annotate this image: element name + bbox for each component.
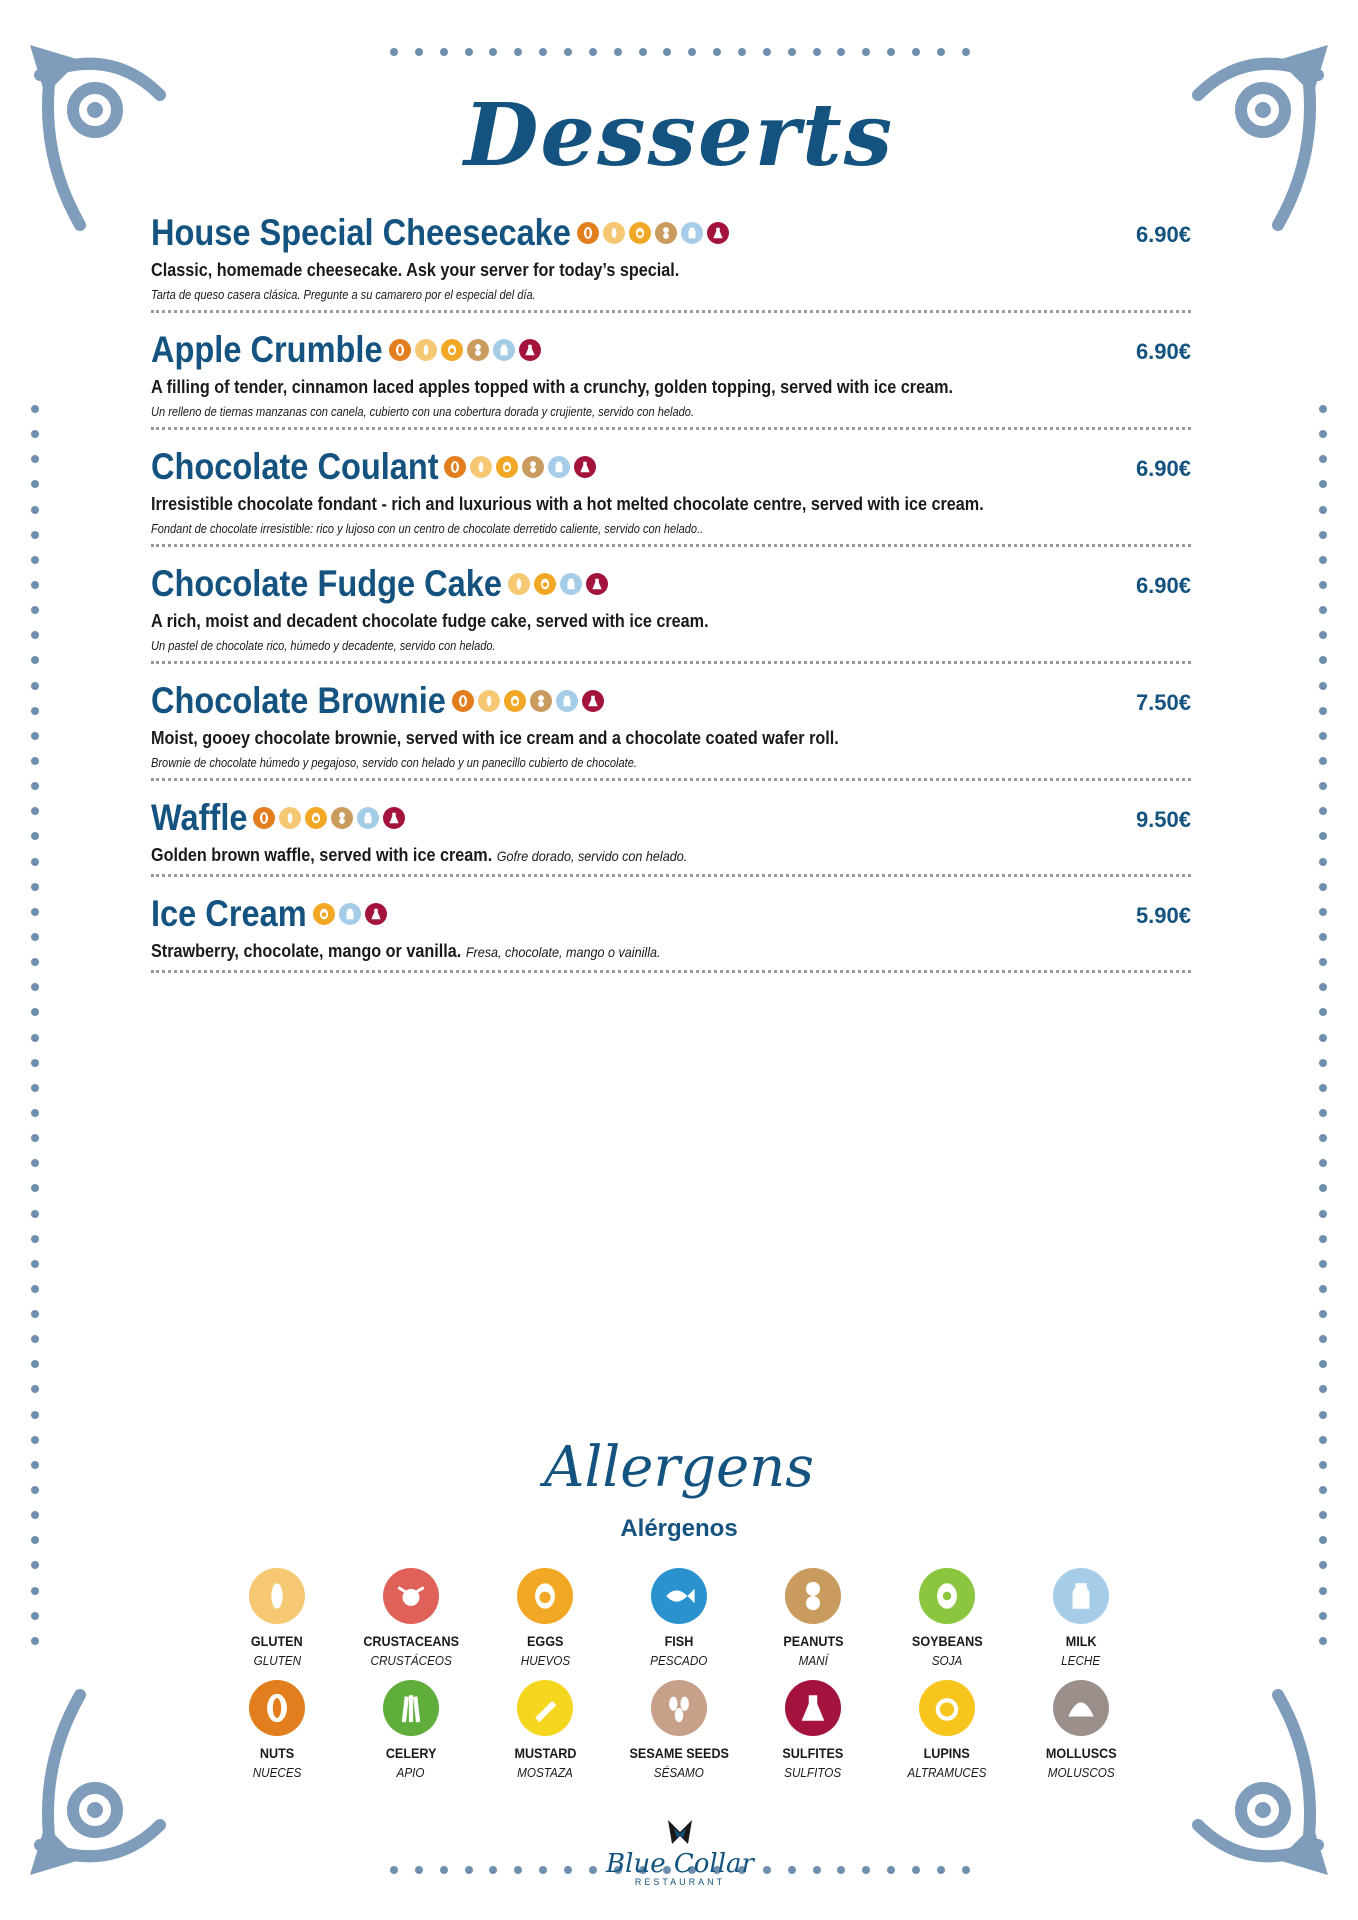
frame-dot [912,48,920,56]
item-price: 9.50€ [1135,807,1191,832]
frame-dot [31,405,39,413]
frame-dot [1319,606,1327,614]
frame-dot [415,48,423,56]
nuts-icon [452,690,474,712]
frame-dot [937,1866,945,1874]
frame-dot [31,531,39,539]
molluscs-icon [1053,1680,1109,1736]
frame-dot [738,48,746,56]
frame-dot [31,807,39,815]
frame-dot [31,606,39,614]
menu-item [151,795,1191,877]
legend-label-es: NUECES [252,1765,302,1780]
legend-label-es: ALTRAMUCES [907,1765,987,1780]
legend-label-en: EGGS [526,1633,564,1649]
peanuts-icon [522,456,544,478]
frame-dot [31,908,39,916]
frame-dot [1319,1360,1327,1368]
gluten-icon [279,807,301,829]
frame-dot [31,1561,39,1569]
frame-dot [862,1866,870,1874]
nuts-icon [444,456,466,478]
frame-dot [31,933,39,941]
item-description [151,845,1087,866]
frame-dot [31,1587,39,1595]
milk-icon [548,456,570,478]
frame-dot [713,48,721,56]
frame-dot [465,1866,473,1874]
frame-dot [390,1866,398,1874]
frame-dot [31,1235,39,1243]
legend-label-es: CRUSTÁCEOS [370,1653,452,1668]
nuts-icon [577,222,599,244]
frame-dot [514,1866,522,1874]
page-title: Desserts [463,85,895,186]
frame-dot [31,506,39,514]
frame-dot [31,1008,39,1016]
frame-dot [1319,531,1327,539]
item-name: Chocolate Brownie [151,680,446,721]
frame-dot [1319,807,1327,815]
item-name: Apple Crumble [151,329,383,370]
sulfites-icon [383,807,405,829]
frame-dot [31,682,39,690]
item-description-en: Golden brown waffle, served with ice cream. [151,845,493,865]
frame-dot [31,1612,39,1620]
legend-label-es: APIO [397,1765,425,1780]
allergens-title: Allergens [544,1435,814,1500]
frame-dot [1319,958,1327,966]
frame-dot [1319,1637,1327,1645]
item-allergens [313,903,387,925]
legend-label-en: PEANUTS [782,1633,844,1649]
bottom-right-ornament-icon [1168,1665,1338,1885]
frame-dot [1319,782,1327,790]
frame-dot [390,48,398,56]
frame-dot [1319,883,1327,891]
frame-dot [31,707,39,715]
frame-dot [788,1866,796,1874]
frame-dot [887,1866,895,1874]
sulfites-icon [574,456,596,478]
gluten-icon [249,1568,305,1624]
eggs-icon [305,807,327,829]
legend-label-en: MOLLUSCS [1045,1745,1117,1761]
frame-dot [1319,1008,1327,1016]
frame-dot [539,48,547,56]
legend-label-es: GLUTEN [253,1653,301,1668]
bottom-left-ornament-icon [20,1665,190,1885]
frame-dot [763,48,771,56]
eggs-icon [504,690,526,712]
frame-dot [589,48,597,56]
legend-label-es: SÉSAMO [653,1765,705,1780]
legend-label-es: MOLUSCOS [1047,1765,1115,1780]
frame-dot [31,757,39,765]
frame-dot [1319,1335,1327,1343]
eggs-icon [534,573,556,595]
item-description-en: A filling of tender, cinnamon laced apples topped with a crunchy, golden topping, served with ice cream. [151,377,954,397]
sulfites-icon [785,1680,841,1736]
item-description-en: A rich, moist and decadent chocolate fudge cake, served with ice cream. [151,611,709,631]
legend-item-fish [612,1568,746,1668]
frame-dot [1319,1310,1327,1318]
peanuts-icon [467,339,489,361]
gluten-icon [603,222,625,244]
frame-dot [440,48,448,56]
frame-dot [688,48,696,56]
legend-item-nuts [210,1680,344,1780]
frame-dot [1319,1084,1327,1092]
milk-icon [556,690,578,712]
frame-dot [1319,1235,1327,1243]
legend-label-en: LUPINS [923,1745,971,1761]
frame-dot [1319,1612,1327,1620]
frame-dot [788,48,796,56]
sulfites-icon [586,573,608,595]
menu-item [151,891,1191,973]
frame-dot [639,48,647,56]
frame-dot [31,1385,39,1393]
frame-dot [31,480,39,488]
mustard-icon [517,1680,573,1736]
legend-label-es: MANÍ [798,1653,828,1668]
dessert-menu [151,210,1191,987]
frame-dot [31,1411,39,1419]
frame-dot [31,1335,39,1343]
legend-item-lupins [880,1680,1014,1780]
frame-dot [1319,581,1327,589]
fish-icon [651,1568,707,1624]
frame-dot [489,48,497,56]
frame-dot [1319,1210,1327,1218]
frame-dot [1319,1260,1327,1268]
item-description-en: Moist, gooey chocolate brownie, served with ice cream and a chocolate coated wafer roll. [151,728,839,748]
gluten-icon [470,456,492,478]
legend-label-es: MOSTAZA [517,1765,573,1780]
soybeans-icon [919,1568,975,1624]
frame-dot [837,48,845,56]
item-description-es: Gofre dorado, servido con helado. [496,848,688,864]
frame-dot [31,958,39,966]
item-name: Ice Cream [151,893,307,934]
frame-dot [1319,455,1327,463]
celery-icon [383,1680,439,1736]
legend-label-en: SULFITES [782,1745,844,1761]
frame-dot [415,1866,423,1874]
frame-dot [31,631,39,639]
legend-item-molluscs [1014,1680,1148,1780]
frame-dot [1319,757,1327,765]
sulfites-icon [365,903,387,925]
nuts-icon [249,1680,305,1736]
crustaceans-icon [383,1568,439,1624]
legend-label-en: NUTS [259,1745,295,1761]
item-price: 6.90€ [1135,339,1191,364]
frame-dot [31,1084,39,1092]
frame-dot [1319,1109,1327,1117]
frame-dot [1319,933,1327,941]
frame-dot [31,1210,39,1218]
allergens-subtitle: Alérgenos [620,1515,738,1542]
menu-item [151,210,1191,313]
logo-subtitle: RESTAURANT [634,1877,726,1887]
frame-dot [962,48,970,56]
frame-dot [1319,656,1327,664]
frame-dot [539,1866,547,1874]
menu-item [151,327,1191,430]
legend-item-soybeans [880,1568,1014,1668]
frame-dot [1319,1285,1327,1293]
milk-icon [357,807,379,829]
frame-dot [31,1034,39,1042]
peanuts-icon [785,1568,841,1624]
eggs-icon [313,903,335,925]
peanuts-icon [331,807,353,829]
item-price: 7.50€ [1135,690,1191,715]
milk-icon [681,222,703,244]
milk-icon [493,339,515,361]
frame-dot [31,656,39,664]
item-name: Chocolate Fudge Cake [151,563,502,604]
frame-dot [31,1059,39,1067]
item-description-es: Un pastel de chocolate rico, húmedo y decadente, servido con helado. [151,638,496,653]
allergen-legend [210,1568,1150,1780]
frame-dot [31,430,39,438]
frame-dot [31,1637,39,1645]
frame-dot [31,581,39,589]
frame-dot [614,48,622,56]
gluten-icon [508,573,530,595]
frame-dot [1319,1587,1327,1595]
legend-label-en: SOYBEANS [911,1633,983,1649]
logo-name: Blue Collar [606,1849,754,1879]
item-description-en: Strawberry, chocolate, mango or vanilla. [151,941,462,961]
item-allergens [444,456,596,478]
frame-dot [31,1184,39,1192]
frame-dot [1319,732,1327,740]
frame-dot [564,1866,572,1874]
item-price: 6.90€ [1135,573,1191,598]
frame-dot [1319,1411,1327,1419]
item-price: 6.90€ [1135,222,1191,247]
legend-label-en: SESAME SEEDS [629,1745,729,1761]
top-dots [390,48,970,58]
item-allergens [253,807,405,829]
legend-label-es: SULFITOS [784,1765,842,1780]
frame-dot [1319,506,1327,514]
lupins-icon [919,1680,975,1736]
menu-item [151,678,1191,781]
frame-dot [1319,1159,1327,1167]
legend-item-milk [1014,1568,1148,1668]
milk-icon [1053,1568,1109,1624]
frame-dot [1319,556,1327,564]
frame-dot [31,782,39,790]
peanuts-icon [530,690,552,712]
item-description-es: Tarta de queso casera clásica. Pregunte a su camarero por el especial del día. [151,287,536,302]
eggs-icon [517,1568,573,1624]
frame-dot [31,1134,39,1142]
frame-dot [31,883,39,891]
frame-dot [837,1866,845,1874]
frame-dot [31,983,39,991]
item-allergens [389,339,541,361]
item-description-en: Classic, homemade cheesecake. Ask your server for today’s special. [151,260,680,280]
frame-dot [1319,707,1327,715]
eggs-icon [496,456,518,478]
legend-label-en: GLUTEN [251,1633,303,1649]
frame-dot [1319,1184,1327,1192]
frame-dot [1319,908,1327,916]
legend-item-celery [344,1680,478,1780]
legend-item-peanuts [746,1568,880,1668]
frame-dot [465,48,473,56]
item-allergens [508,573,608,595]
frame-dot [912,1866,920,1874]
legend-label-en: CRUSTACEANS [363,1633,459,1649]
frame-dot [937,48,945,56]
item-name: Waffle [151,797,248,838]
eggs-icon [629,222,651,244]
frame-dot [31,732,39,740]
menu-item [151,444,1191,547]
item-price: 6.90€ [1135,456,1191,481]
menu-item [151,561,1191,664]
frame-dot [887,48,895,56]
nuts-icon [253,807,275,829]
frame-dot [813,48,821,56]
frame-dot [1319,1059,1327,1067]
frame-dot [31,1285,39,1293]
milk-icon [339,903,361,925]
frame-dot [564,48,572,56]
frame-dot [31,556,39,564]
legend-label-en: MUSTARD [513,1745,577,1761]
legend-label-es: HUEVOS [520,1653,570,1668]
item-allergens [452,690,604,712]
gluten-icon [415,339,437,361]
frame-dot [1319,832,1327,840]
item-description [151,941,1087,962]
frame-dot [1319,631,1327,639]
frame-dot [1319,1561,1327,1569]
legend-item-crustaceans [344,1568,478,1668]
frame-dot [31,1360,39,1368]
frame-dot [31,858,39,866]
restaurant-logo [580,1818,780,1887]
frame-dot [1319,1134,1327,1142]
frame-dot [1319,480,1327,488]
legend-item-sulfites [746,1680,880,1780]
nuts-icon [389,339,411,361]
legend-label-en: MILK [1065,1633,1097,1649]
frame-dot [31,455,39,463]
frame-dot [962,1866,970,1874]
legend-label-es: SOJA [931,1653,963,1668]
frame-dot [31,832,39,840]
item-name: House Special Cheesecake [151,212,571,253]
frame-dot [1319,405,1327,413]
legend-item-mustard [478,1680,612,1780]
frame-dot [489,1866,497,1874]
item-description-es: Fresa, chocolate, mango o vainilla. [465,944,661,960]
frame-dot [440,1866,448,1874]
legend-label-en: FISH [664,1633,694,1649]
item-name: Chocolate Coulant [151,446,439,487]
item-description-es: Un relleno de tiernas manzanas con canela, cubierto con una cobertura dorada y crujiente, servido con helado. [151,404,695,419]
frame-dot [1319,682,1327,690]
sulfites-icon [519,339,541,361]
frame-dot [813,1866,821,1874]
frame-dot [31,1159,39,1167]
frame-dot [862,48,870,56]
sulfites-icon [707,222,729,244]
item-description-en: Irresistible chocolate fondant - rich and luxurious with a hot melted chocolate centre, served with ice cream. [151,494,984,514]
item-description-es: Fondant de chocolate irresistible: rico y lujoso con un centro de chocolate derretido caliente, servido con helado.. [151,521,704,536]
legend-label-en: CELERY [385,1745,437,1761]
item-description-es: Brownie de chocolate húmedo y pegajoso, servido con helado y un panecillo cubierto de chocolate. [151,755,637,770]
eggs-icon [441,339,463,361]
frame-dot [1319,983,1327,991]
legend-label-es: LECHE [1061,1653,1101,1668]
legend-label-es: PESCADO [650,1653,708,1668]
frame-dot [31,1260,39,1268]
peanuts-icon [655,222,677,244]
frame-dot [1319,1385,1327,1393]
sulfites-icon [582,690,604,712]
legend-item-eggs [478,1568,612,1668]
gluten-icon [478,690,500,712]
legend-item-gluten [210,1568,344,1668]
frame-dot [1319,1034,1327,1042]
legend-item-sesame [612,1680,746,1780]
sesame-icon [651,1680,707,1736]
frame-dot [663,48,671,56]
item-price: 5.90€ [1135,903,1191,928]
bowtie-icon [660,1818,700,1846]
frame-dot [31,1310,39,1318]
item-allergens [577,222,729,244]
frame-dot [31,1109,39,1117]
frame-dot [514,48,522,56]
milk-icon [560,573,582,595]
frame-dot [1319,858,1327,866]
frame-dot [1319,430,1327,438]
